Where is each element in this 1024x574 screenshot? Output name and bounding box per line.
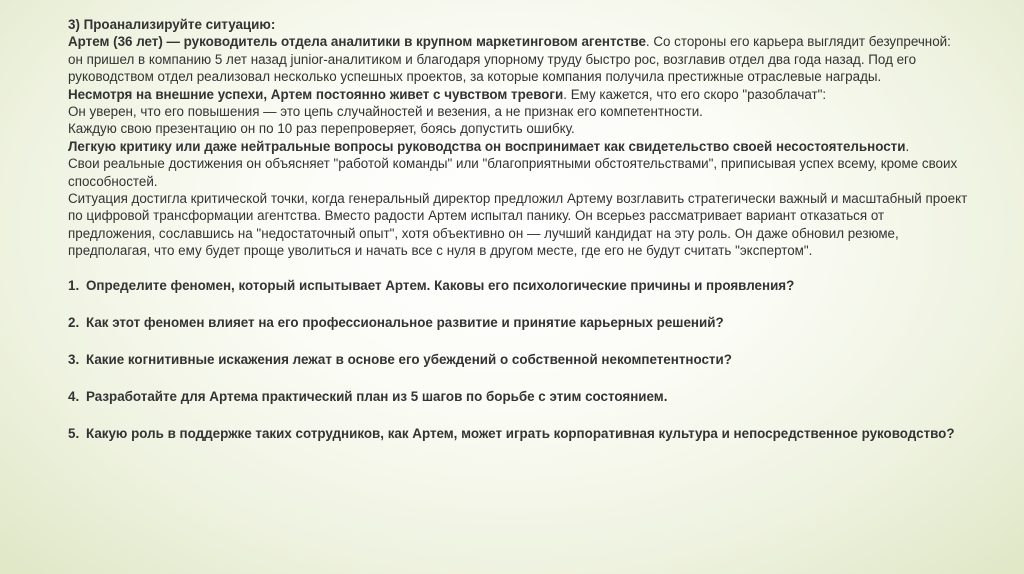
question-item	[68, 388, 968, 405]
paragraph-presentations: Каждую свою презентацию он по 10 раз перепроверяет, боясь допустить ошибку.	[68, 121, 575, 137]
question-text: Как этот феномен влияет на его профессиональное развитие и принятие карьерных решений?	[86, 314, 724, 330]
question-number: 5.	[68, 425, 80, 441]
paragraph-achievements: Свои реальные достижения он объясняет "работой команды" или "благоприятными обстоятельствами", приписывая успех всему, кроме своих способностей.	[68, 156, 958, 189]
question-item	[68, 425, 968, 442]
criticism-text: .	[905, 138, 910, 154]
question-text: Какую роль в поддержке таких сотрудников, как Артем, может играть корпоративная культура и непосредственное руководство?	[86, 425, 955, 441]
paragraph-anxiety	[68, 86, 968, 103]
slide-title: 3) Проанализируйте ситуацию:	[68, 17, 276, 32]
question-number: 3.	[68, 351, 80, 367]
question-item	[68, 351, 968, 368]
paragraph-promotions: Он уверен, что его повышения — это цепь случайностей и везения, а не признак его компетентности.	[68, 104, 703, 120]
paragraph-criticism	[68, 138, 968, 155]
question-item	[68, 277, 968, 294]
spacer	[68, 260, 968, 277]
anxiety-bold: Несмотря на внешние успехи, Артем постоянно живет с чувством тревоги	[68, 86, 564, 102]
question-text: Определите феномен, который испытывает Артем. Каковы его психологические причины и проявления?	[86, 278, 795, 294]
intro-bold: Артем (36 лет) — руководитель отдела аналитики в крупном маркетинговом агентстве	[68, 34, 646, 50]
question-number: 4.	[68, 388, 80, 404]
intro-text: . Со стороны его карьера выглядит безупречной: он пришел в компанию 5 лет назад junior-аналитиком и благодаря упорному труду быстро рос, возглавив отдел два года назад. Под его руководством отдел реализовал несколько успешных проектов, за которые компания получила престижные отраслевые награды.	[68, 34, 951, 85]
anxiety-text: . Ему кажется, что его скоро "разоблачат":	[563, 86, 827, 102]
question-text: Разработайте для Артема практический план из 5 шагов по борьбе с этим состоянием.	[86, 388, 668, 404]
question-text: Какие когнитивные искажения лежат в основе его убеждений о собственной некомпетентности?	[86, 351, 732, 367]
question-item	[68, 314, 968, 331]
slide-content	[68, 16, 968, 462]
question-number: 2.	[68, 314, 80, 330]
question-number: 1.	[68, 278, 80, 294]
questions-list	[68, 277, 968, 442]
paragraph-intro	[68, 33, 968, 85]
criticism-bold: Легкую критику или даже нейтральные вопросы руководства он воспринимает как свидетельство своей несостоятельности	[68, 138, 906, 154]
paragraph-situation: Ситуация достигла критической точки, когда генеральный директор предложил Артему возглавить стратегически важный и масштабный проект по цифровой трансформации агентства. Вместо радости Артем испытал панику. Он всерьез рассматривает вариант отказаться от предложения, сославшись на "недостаточный опыт", хотя объективно он — лучший кандидат на эту роль. Он даже обновил резюме, предполагая, что ему будет проще уволиться и начать все с нуля в другом месте, где его не будут считать "экспертом".	[68, 191, 968, 259]
